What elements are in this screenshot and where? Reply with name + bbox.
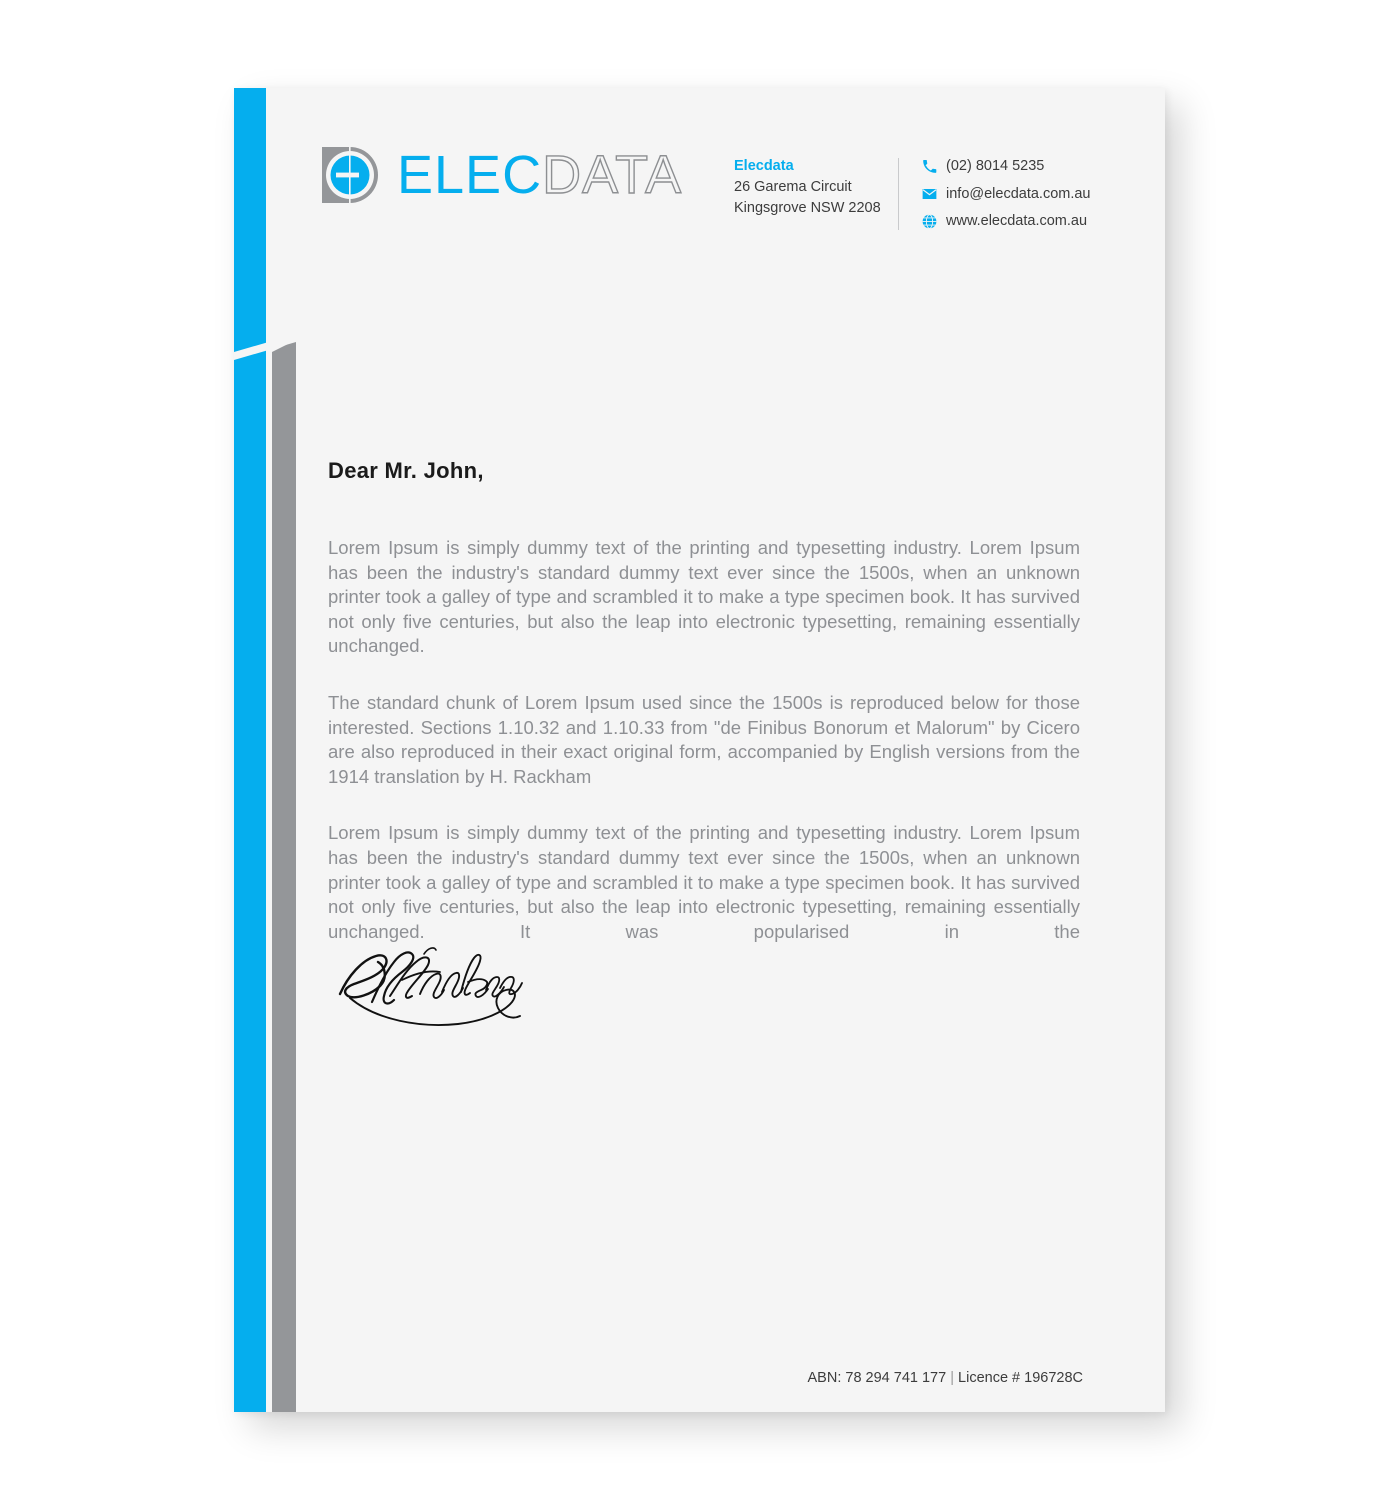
footer-separator: |	[950, 1370, 954, 1386]
left-accent-bar-blue	[234, 88, 266, 1412]
globe-icon	[921, 214, 937, 230]
signature	[328, 936, 538, 1036]
contact-divider	[898, 158, 899, 230]
footer-licence: Licence # 196728C	[958, 1370, 1083, 1386]
contact-phone[interactable]	[921, 156, 1091, 177]
elecdata-circle-mark	[319, 144, 381, 206]
contact-website[interactable]	[921, 211, 1091, 232]
website-url: www.elecdata.com.au	[946, 213, 1088, 230]
email-address: info@elecdata.com.au	[946, 185, 1091, 202]
letter-paragraph: The standard chunk of Lorem Ipsum used since the 1500s is reproduced below for those interested. Sections 1.10.32 and 1.10.33 from "de Finibus Bonorum et Malorum" by Cicero are also reproduced in their exact original form, accompanied by English versions from the 1914 translation by H. Rackham	[328, 691, 1080, 787]
footer-abn: ABN: 78 294 741 177	[807, 1370, 947, 1386]
contact-email[interactable]	[921, 184, 1091, 205]
letter-paragraph: Lorem Ipsum is simply dummy text of the printing and typesetting industry. Lorem Ipsum has been the industry's standard dummy text ever since the 1500s, when an unknown printer took a galley of type and scrambled it to make a type specimen book. It has survived not only five centuries, but also the leap into electronic typesetting, remaining essentially unchanged. It was popularised in the	[328, 822, 1080, 942]
phone-number: (02) 8014 5235	[946, 158, 1045, 174]
company-logo	[319, 144, 682, 206]
letterhead-header	[234, 88, 1165, 248]
letter-paragraph: Lorem Ipsum is simply dummy text of the printing and typesetting industry. Lorem Ipsum has been the industry's standard dummy text ever since the 1500s, when an unknown printer took a galley of type and scrambled it to make a type specimen book. It has survived not only five centuries, but also the leap into electronic typesetting, remaining essentially unchanged.	[328, 537, 1080, 657]
company-address	[734, 156, 884, 219]
letterhead-footer	[234, 1370, 1165, 1386]
contact-details-list	[921, 156, 1091, 232]
address-line-1: 26 Garema Circuit	[734, 179, 852, 196]
signature-mark	[328, 936, 538, 1036]
company-name: Elecdata	[734, 158, 794, 174]
wordmark-secondary: DATA	[542, 145, 683, 205]
company-wordmark	[397, 145, 683, 205]
envelope-icon	[921, 186, 937, 202]
phone-icon	[921, 159, 937, 175]
letterhead-page	[234, 88, 1165, 1412]
address-line-2: Kingsgrove NSW 2208	[734, 200, 881, 217]
letter-body	[328, 458, 1080, 969]
wordmark-primary: ELEC	[397, 145, 543, 205]
salutation: Dear Mr. John,	[328, 458, 484, 483]
header-contact-block	[734, 156, 1091, 232]
